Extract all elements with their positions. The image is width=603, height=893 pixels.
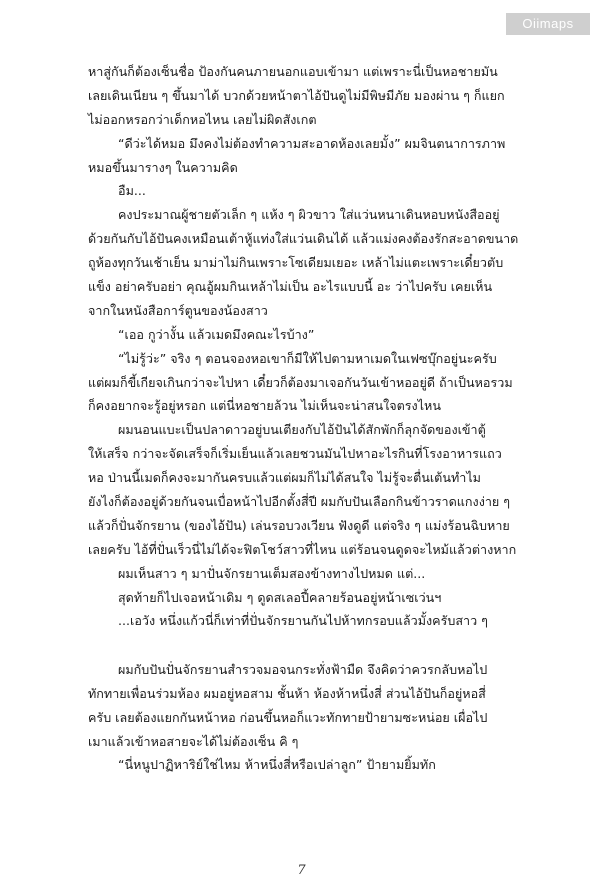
text-line: เลยครับ ไอ้ที่ปั่นเร็วนี่ไม่ได้จะฟิตโชว์สาวที่ไหน แต่ร้อนจนดูดจะไหม้แล้วต่างหาก	[88, 541, 517, 557]
text-line: แล้วก็ปั่นจักรยาน (ของไอ้ปัน) เล่นรอบวงเวียน ฟังดูดี แต่จริง ๆ แม่งร้อนฉิบหาย	[88, 517, 510, 533]
text-line: ให้เสร็จ กว่าจะจัดเสร็จก็เริ่มเย็นแล้วเลยชวนมันไปหาอะไรกินที่โรงอาหารแถว	[88, 446, 502, 462]
text-line: ไม่ออกหรอกว่าเด็กหอไหน เลยไม่ผิดสังเกต	[88, 111, 317, 127]
text-line: หมอขึ้นมารางๆ ในความคิด	[88, 159, 238, 175]
page-number: 7	[297, 863, 306, 878]
text-section-1	[88, 60, 538, 633]
text-line: หาสู่กันก็ต้องเซ็นชื่อ ป้องกันคนภายนอกแอบเข้ามา แต่เพราะนี่เป็นหอชายมัน	[88, 64, 498, 79]
text-line: ...เอวัง หนึ่งแก้วนี่ก็เท่าที่ปั่นจักรยานกันไปห้าทกรอบแล้วมั้งครับสาว ๆ	[118, 613, 488, 629]
text-line: ผมกับปันปั่นจักรยานสำรวจมอจนกระทั่งฟ้ามืด จึงคิดว่าควรกลับหอไป	[118, 661, 488, 677]
section-break	[88, 633, 538, 658]
text-line: ด้วยกันกับไอ้ปันคงเหมือนเต้าหู้แท่งใส่แว่นเดินได้ แล้วแม่งคงต้องรักสะอาดขนาด	[88, 231, 519, 247]
text-line: อืม...	[118, 183, 146, 199]
text-line: หอ ป่านนี้เมดก็คงจะมากันครบแล้วแต่ผมก็ไม่ได้สนใจ ไม่รู้จะตื่นเต้นทำไม	[88, 470, 481, 486]
text-line: ผมเห็นสาว ๆ มาปั่นจักรยานเต็มสองข้างทางไปหมด แต่...	[118, 565, 426, 581]
text-line: “นี่หนูปาฏิหาริย์ใช่ไหม ห้าหนึ่งสี่หรือเปล่าลูก” ป้ายามยิ้มทัก	[118, 757, 436, 773]
text-line: ถูห้องทุกวันเช้าเย็น มาม่าไม่กินเพราะโซเดียมเยอะ เหล้าไม่แตะเพราะเดี๋ยวตับ	[88, 255, 504, 271]
text-line: ยังไงก็ต้องอยู่ด้วยกันจนเบื่อหน้าไปอีกตั้งสี่ปี ผมกับปันเลือกกินข้าวราดแกงง่าย ๆ	[88, 494, 511, 510]
text-line: “ดีว่ะได้หมอ มึงคงไม่ต้องทำความสะอาดห้องเลยมั้ง” ผมจินตนาการภาพ	[118, 135, 506, 151]
text-line: ก็คงอยากจะรู้อยู่หรอก แต่นี่หอชายล้วน ไม่เห็นจะน่าสนใจตรงไหน	[88, 398, 441, 414]
text-line: ทักทายเพื่อนร่วมห้อง ผมอยู่หอสาม ชั้นห้า ห้องห้าหนึ่งสี่ ส่วนไอ้ปันก็อยู่หอสี่	[88, 685, 486, 701]
text-line: เมาแล้วเข้าหอสายจะได้ไม่ต้องเซ็น คิ ๆ	[88, 733, 299, 749]
text-line: “เออ กูว่างั้น แล้วเมดมึงคณะไรบ้าง”	[118, 326, 315, 342]
text-line: แข็ง อย่าครับอย่า คุณอู้ผมกินเหล้าไม่เป็น อะไรแบบนี้ อะ ว่าไปครับ เคยเห็น	[88, 279, 493, 295]
text-line: ครับ เลยต้องแยกกันหน้าหอ ก่อนขึ้นหอก็แวะทักทายป้ายามซะหน่อย เผื่อไป	[88, 709, 488, 725]
text-line: คงประมาณผู้ชายตัวเล็ก ๆ แห้ง ๆ ผิวขาว ใส่แว่นหนาเดินหอบหนังสืออยู่	[118, 207, 500, 223]
text-line: “ไม่รู้ว่ะ” จริง ๆ ตอนจองหอเขาก็มีให้ไปตามหาเมดในเฟซบุ๊กอยู่นะครับ	[118, 350, 497, 366]
text-line: ผมนอนแบะเป็นปลาดาวอยู่บนเตียงกับไอ้ปันได้สักพักก็ลุกจัดของเข้าตู้	[118, 422, 486, 438]
text-line: แต่ผมก็ขี้เกียจเกินกว่าจะไปหา เดี๋ยวก็ต้องมาเจอกันวันเข้าหออยู่ดี ถ้าเป็นหอรวม	[88, 374, 513, 390]
text-line: จากในหนังสือการ์ตูนของน้องสาว	[88, 302, 268, 318]
text-line: สุดท้ายก็ไปเจอหน้าเดิม ๆ ดูดสเลอปี้คลายร้อนอยู่หน้าเซเว่นฯ	[118, 589, 442, 605]
text-line: เลยเดินเนียน ๆ ขึ้นมาได้ บวกด้วยหน้าตาไอ้ปันดูไม่มีพิษมีภัย มองผ่าน ๆ ก็แยก	[88, 87, 505, 103]
page-text	[88, 60, 538, 777]
text-section-2	[88, 658, 538, 777]
watermark-logo: Oiimaps	[506, 13, 590, 35]
